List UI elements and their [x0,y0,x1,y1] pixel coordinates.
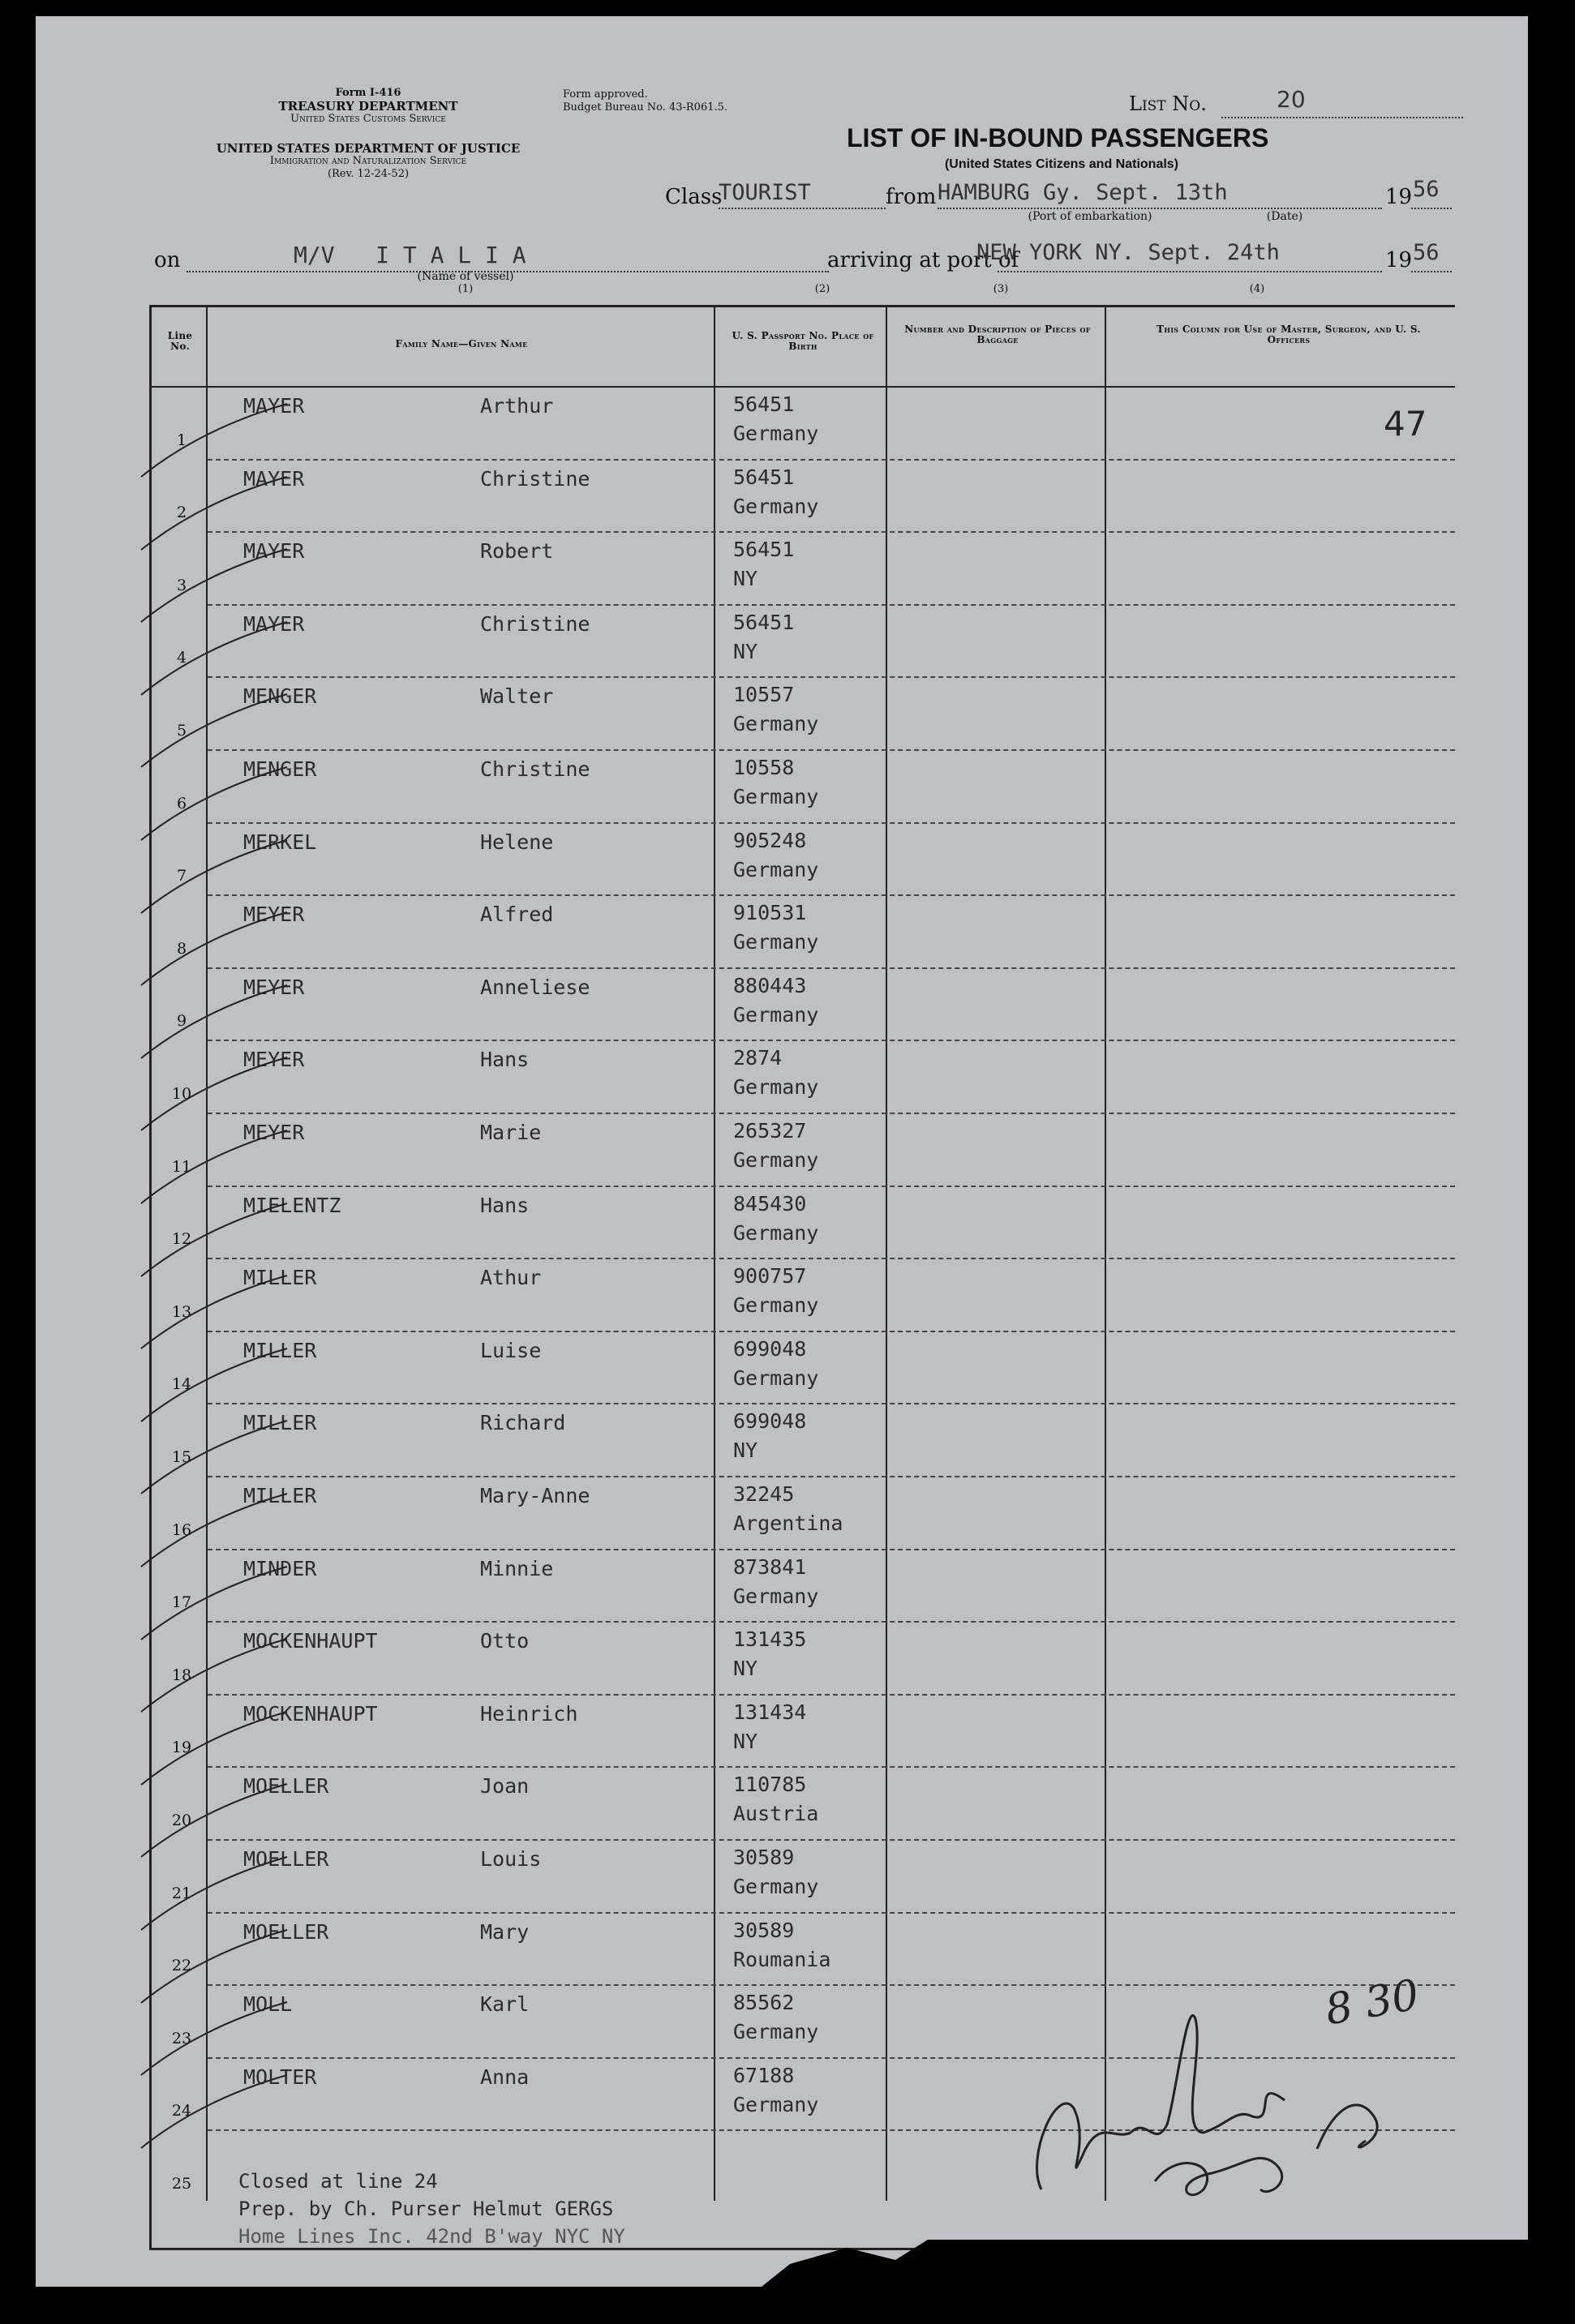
col-header-line: Line No. [167,330,193,352]
given-name: Christine [480,611,590,636]
passport-number: 56451 [733,610,795,634]
table-row-divider [208,459,1455,461]
col-divider-passport [886,305,887,2201]
place-of-birth: Germany [733,494,819,518]
passport-number: 67188 [733,2063,795,2087]
place-of-birth: Germany [733,1002,819,1027]
place-of-birth: NY [733,567,758,591]
table-row-divider [208,1331,1455,1332]
on-label: on [154,248,181,272]
place-of-birth: Germany [733,1148,819,1172]
from-value: HAMBURG Gy. Sept. 13th [938,180,1228,205]
family-name: MILLER [243,1266,317,1290]
col-header-officers: This Column for Use of Master, Surgeon, and U. S. Officers [1157,324,1421,345]
table-row-divider [208,1839,1455,1841]
budget-bureau: Budget Bureau No. 43-R061.5. [563,101,728,114]
line-number: 17 [171,1593,192,1612]
family-name: MIELENTZ [243,1193,341,1217]
line-number: 14 [171,1375,192,1394]
torn-corner [749,2215,1560,2296]
ins-service: Immigration and Naturalization Service [269,155,467,167]
line-number: 16 [171,1520,192,1539]
given-name: Helene [480,830,554,854]
line-number: 22 [171,1957,192,1975]
passport-number: 900757 [733,1264,807,1288]
table-row-divider [208,1621,1455,1623]
time-annotation: 8 30 [1321,1970,1423,2035]
table-row-divider [208,1186,1455,1187]
passport-number: 56451 [733,538,795,562]
table-header-bottom [149,386,1455,388]
family-name: MEYER [243,975,305,999]
line-number: 24 [171,2102,192,2120]
given-name: Hans [480,1193,530,1217]
vessel-name: M/V I T A L I A [294,242,526,268]
given-name: Minnie [480,1556,554,1580]
line-number: 6 [176,794,187,813]
passport-number: 85562 [733,1991,795,2015]
place-of-birth: Germany [733,422,819,445]
place-of-birth: Germany [733,785,819,808]
line-number: 21 [171,1884,192,1902]
col-divider-baggage [1105,305,1106,2201]
given-name: Anneliese [480,975,590,999]
class-value: TOURIST [719,180,811,205]
passport-number: 131434 [733,1700,807,1724]
given-name: Luise [480,1338,542,1362]
passport-number: 10557 [733,683,795,707]
line-number: 1 [176,431,187,449]
col-ref-1: (1) [457,283,474,295]
table-row-divider [208,1113,1455,1114]
family-name: MILLER [243,1338,317,1362]
table-row-divider [208,1549,1455,1550]
passport-number: 131435 [733,1627,807,1652]
passport-number: 910531 [733,901,807,925]
passport-number: 845430 [733,1191,807,1216]
form-number: Form I-416 [335,87,401,99]
family-name: MOLL [243,1992,293,2017]
check-mark-icon [133,2067,295,2156]
place-of-birth: NY [733,639,758,663]
place-of-birth: Germany [733,712,819,736]
given-name: Karl [480,1992,530,2017]
line-number: 15 [171,1448,192,1466]
given-name: Arthur [480,394,554,418]
col-ref-3: (3) [993,283,1009,295]
passport-number: 265327 [733,1119,807,1143]
form-approved: Form approved. [563,88,648,101]
family-name: MAYER [243,394,305,418]
given-name: Heinrich [480,1701,578,1726]
place-of-birth: Germany [733,1875,819,1898]
page-subtitle: (United States Citizens and Nationals) [944,157,1179,171]
family-name: MOELLER [243,1847,329,1871]
given-name: Robert [480,539,554,564]
table-top-border [149,305,1455,307]
table-row-divider [208,604,1455,606]
table-row-divider [208,749,1455,751]
form-page [36,16,1528,2287]
treasury-dept: TREASURY DEPARTMENT [278,99,458,114]
passport-number: 873841 [733,1554,807,1579]
place-of-birth: Roumania [733,1947,831,1971]
passport-number: 30589 [733,1846,795,1869]
line-number: 23 [171,2029,192,2047]
table-row-divider [208,1694,1455,1696]
given-name: Alfred [480,903,554,927]
port-embarkation-label: (Port of embarkation) [1028,210,1152,223]
family-name: MEYER [243,1048,305,1072]
arrival-port: NEW YORK NY. Sept. 24th [976,240,1280,265]
given-name: Christine [480,466,590,491]
given-name: Otto [480,1629,530,1653]
line-number: 4 [176,649,187,667]
table-row-divider [208,1403,1455,1404]
family-name: MEYER [243,1121,305,1144]
vessel-name-label: (Name of vessel) [417,270,514,283]
given-name: Joan [480,1774,530,1799]
passport-number: 699048 [733,1336,807,1361]
line-number: 18 [171,1666,192,1684]
page-number-annotation: 47 [1384,404,1427,444]
table-row-divider [208,967,1455,969]
family-name: MILLER [243,1484,317,1507]
table-row-divider [208,1476,1455,1477]
class-line [719,208,886,209]
family-name: MOELLER [243,1774,329,1799]
place-of-birth: Germany [733,930,819,954]
line-number: 19 [171,1739,192,1757]
list-number-line [1221,117,1463,118]
place-of-birth: Germany [733,1220,819,1245]
line-number: 5 [176,722,187,740]
table-row-divider [208,894,1455,896]
given-name: Mary-Anne [480,1484,590,1507]
table-row-divider [208,1912,1455,1914]
line-number: 10 [171,1085,192,1103]
table-row-divider [208,1766,1455,1768]
year-line-2 [1411,271,1452,272]
date-label: (Date) [1266,210,1303,223]
year-suffix-2: 56 [1413,240,1440,265]
family-name: MILLER [243,1411,317,1435]
from-label: from [886,185,937,209]
table-row-divider [208,531,1455,533]
page-title: LIST OF IN-BOUND PASSENGERS [847,123,1269,152]
family-name: MAYER [243,466,305,491]
line-number: 11 [171,1157,192,1176]
given-name: Christine [480,757,590,781]
arrival-line [998,271,1382,272]
place-of-birth: NY [733,1729,758,1753]
given-name: Anna [480,2065,530,2089]
passport-number: 699048 [733,1409,807,1434]
line-number: 25 [171,2175,192,2193]
family-name: MENGER [243,684,317,709]
given-name: Athur [480,1266,542,1290]
class-label: Class [665,185,723,209]
place-of-birth: Germany [733,1584,819,1608]
line-number: 20 [171,1812,192,1829]
family-name: MAYER [243,611,305,636]
from-line [938,208,1382,209]
place-of-birth: Germany [733,1293,819,1318]
passport-number: 110785 [733,1773,807,1797]
closed-at-line: Closed at line 24 [238,2170,438,2193]
place-of-birth: Argentina [733,1511,843,1535]
line-number: 3 [176,576,187,594]
place-of-birth: Germany [733,857,819,881]
family-name: MOELLER [243,1919,329,1944]
place-of-birth: Germany [733,2020,819,2044]
family-name: MOLTER [243,2065,317,2089]
year-suffix-1: 56 [1413,177,1440,202]
list-number-value: 20 [1277,86,1306,113]
passport-number: 30589 [733,1918,795,1942]
arriving-label: arriving at port of [827,248,1019,272]
given-name: Richard [480,1411,566,1435]
place-of-birth: NY [733,1439,758,1463]
passport-number: 2874 [733,1046,783,1070]
col-divider-name [714,305,715,2201]
place-of-birth: Germany [733,1075,819,1100]
passport-number: 56451 [733,465,795,489]
col-ref-4: (4) [1249,283,1265,295]
revision-date: (Rev. 12-24-52) [327,168,410,180]
table-row-divider [208,676,1455,678]
passport-number: 880443 [733,973,807,997]
given-name: Hans [480,1048,530,1072]
list-number-label: List No. [1129,92,1207,115]
justice-dept: UNITED STATES DEPARTMENT OF JUSTICE [216,141,521,156]
line-number: 9 [176,1012,187,1031]
prepared-by: Prep. by Ch. Purser Helmut GERGS [238,2198,614,2220]
customs-service: United States Customs Service [290,113,446,125]
col-ref-2: (2) [814,283,830,295]
year-prefix-1: 19 [1385,185,1413,209]
given-name: Walter [480,684,554,709]
family-name: MAYER [243,539,305,564]
shipping-line: Home Lines Inc. 42nd B'way NYC NY [238,2225,625,2248]
family-name: MENGER [243,757,317,781]
given-name: Marie [480,1121,542,1144]
place-of-birth: Germany [733,1366,819,1390]
table-row-divider [208,1040,1455,1041]
passport-number: 905248 [733,828,807,852]
col-header-baggage: Number and Description of Pieces of Baggage [904,324,1091,345]
table-row-divider [208,822,1455,824]
line-number: 12 [171,1230,192,1249]
passport-number: 10558 [733,756,795,779]
passport-number: 56451 [733,392,795,416]
line-number: 7 [176,867,187,885]
col-header-name: Family Name—Given Name [395,338,528,349]
family-name: MINDER [243,1556,317,1580]
place-of-birth: Austria [733,1802,819,1826]
family-name: MERKEL [243,830,317,854]
family-name: MEYER [243,903,305,927]
place-of-birth: Germany [733,2092,819,2116]
line-number: 13 [171,1302,192,1321]
year-prefix-2: 19 [1385,248,1413,272]
signature-scribble [993,1946,1447,2214]
line-number: 8 [176,939,187,958]
passport-number: 32245 [733,1482,795,1506]
line-number: 2 [176,504,187,522]
family-name: MOCKENHAUPT [243,1629,378,1653]
year-line-1 [1411,208,1452,209]
col-header-passport: U. S. Passport No. Place of Birth [732,330,874,352]
table-row-divider [208,1258,1455,1259]
family-name: MOCKENHAUPT [243,1701,378,1726]
place-of-birth: NY [733,1657,758,1681]
given-name: Mary [480,1919,530,1944]
given-name: Louis [480,1847,542,1871]
